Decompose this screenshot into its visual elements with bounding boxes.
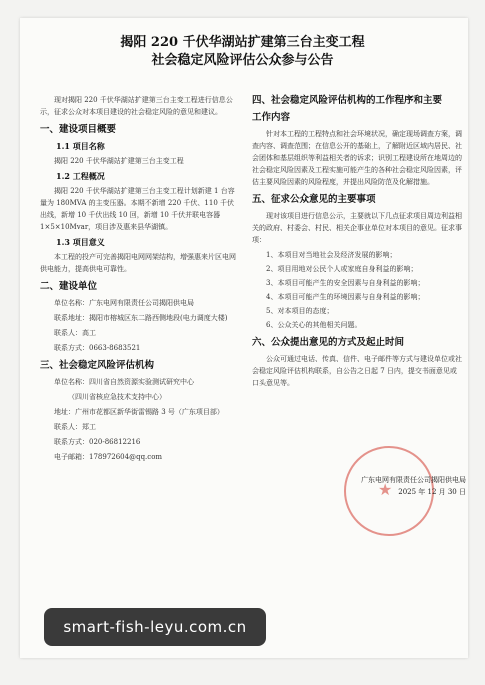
section6-heading: 六、公众提出意见的方式及起止时间: [252, 337, 405, 348]
agency-address: 地址：广州市花都区新华街雷锡路 3 号（广东项目部）: [54, 408, 224, 416]
section1-heading: 一、建设项目概要: [40, 124, 117, 135]
section1-1-heading: 1.1 项目名称: [56, 141, 105, 151]
section5-intro: 现对该项目进行信息公示，主要就以下几点征求项目周边利益相关的政府、村委会、村民、相关企事业单位对本项目的意见。征求事项：: [252, 212, 462, 244]
intro-paragraph: 现对揭阳 220 千伏华湖站扩建第三台主变工程进行信息公示，征求公众对本项目建设的社会稳定风险的意见和建议。: [40, 96, 233, 116]
section1-3-text: 本工程的投产可完善揭阳电网网架结构，增强惠来片区电网供电能力，提高供电可靠性。: [40, 253, 236, 273]
site-watermark: smart-fish-leyu.com.cn: [44, 608, 266, 646]
builder-unit-name: 单位名称：广东电网有限责任公司揭阳供电局: [54, 299, 194, 307]
section1-2-heading: 1.2 工程概况: [56, 171, 105, 181]
section5-heading: 五、征求公众意见的主要事项: [252, 194, 376, 205]
builder-phone: 联系方式：0663-8683521: [54, 344, 141, 352]
section2-heading: 二、建设单位: [40, 281, 98, 292]
builder-address: 联系地址：揭阳市榕城区东二路西侧地段(电力调度大楼): [54, 314, 228, 322]
agency-unit-name: 单位名称：四川省自然资源实验测试研究中心: [54, 378, 194, 386]
section1-1-text: 揭阳 220 千伏华湖站扩建第三台主变工程: [54, 157, 184, 165]
right-column: [252, 94, 462, 392]
consult-item: 1、本项目对当地社会及经济发展的影响；: [266, 251, 397, 259]
builder-contact: 联系人：高工: [54, 329, 96, 337]
consult-item: 2、项目用地对公民个人或家庭自身利益的影响；: [266, 265, 418, 273]
section3-heading: 三、社会稳定风险评估机构: [40, 360, 155, 371]
section4-heading-line1: 四、社会稳定风险评估机构的工作程序和主要: [252, 95, 443, 106]
section6-text: 公众可通过电话、传真、信件、电子邮件等方式与建设单位或社会稳定风险评估机构联系，自公告之日起 7 日内，提交书面意见或口头意见等。: [252, 355, 462, 387]
document-title-line2: 社会稳定风险评估公众参与公告: [151, 53, 334, 68]
agency-email[interactable]: 电子邮箱：178972604@qq.com: [54, 453, 163, 461]
signature-org: 广东电网有限责任公司揭阳供电局: [361, 476, 466, 484]
agency-unit-name-2: （四川省核应急技术支持中心）: [68, 393, 166, 401]
consult-item: 4、本项目可能产生的环境因素与自身利益的影响；: [266, 293, 425, 301]
section1-2-text: 揭阳 220 千伏华湖站扩建第三台主变工程计划新建 1 台容量为 180MVA 的主变压器。本期不新增 220 千伏、110 千伏出线，新增 10 千伏出线 10 回，新增 10 千伏并联电容器 1×5×10Mvar，项目涉及惠来县华湖镇。: [40, 187, 235, 231]
section1-3-heading: 1.3 项目意义: [56, 237, 105, 247]
section4-heading-line2: 工作内容: [252, 112, 291, 123]
document-title-line1: 揭阳 220 千伏华湖站扩建第三台主变工程: [120, 35, 365, 50]
section4-text: 针对本工程的工程特点和社会环境状况，确定现场调查方案，调查内容、调查范围；在信息公开的基础上，了解附近区域内居民、社会团体和基层组织等利益相关者的诉求；识别工程建设所在地周边的社会稳定风险因素及工程实施可能产生的各种社会稳定风险因素，评估主要风险因素的风险程度，并提出风险防范及化解措施。: [252, 130, 462, 186]
seal-star-icon: ★: [378, 480, 393, 499]
consult-item: 5、对本项目的态度；: [266, 307, 334, 315]
left-column: [40, 94, 240, 466]
signature-block: [326, 474, 466, 498]
agency-contact: 联系人：郑工: [54, 423, 96, 431]
consult-item: 6、公众关心的其他相关问题。: [266, 321, 362, 329]
agency-phone: 联系方式：020-86812216: [54, 438, 141, 446]
consult-item: 3、本项目可能产生的安全因素与自身利益的影响；: [266, 279, 425, 287]
signature-date: 2025 年 12 月 30 日: [398, 488, 466, 496]
